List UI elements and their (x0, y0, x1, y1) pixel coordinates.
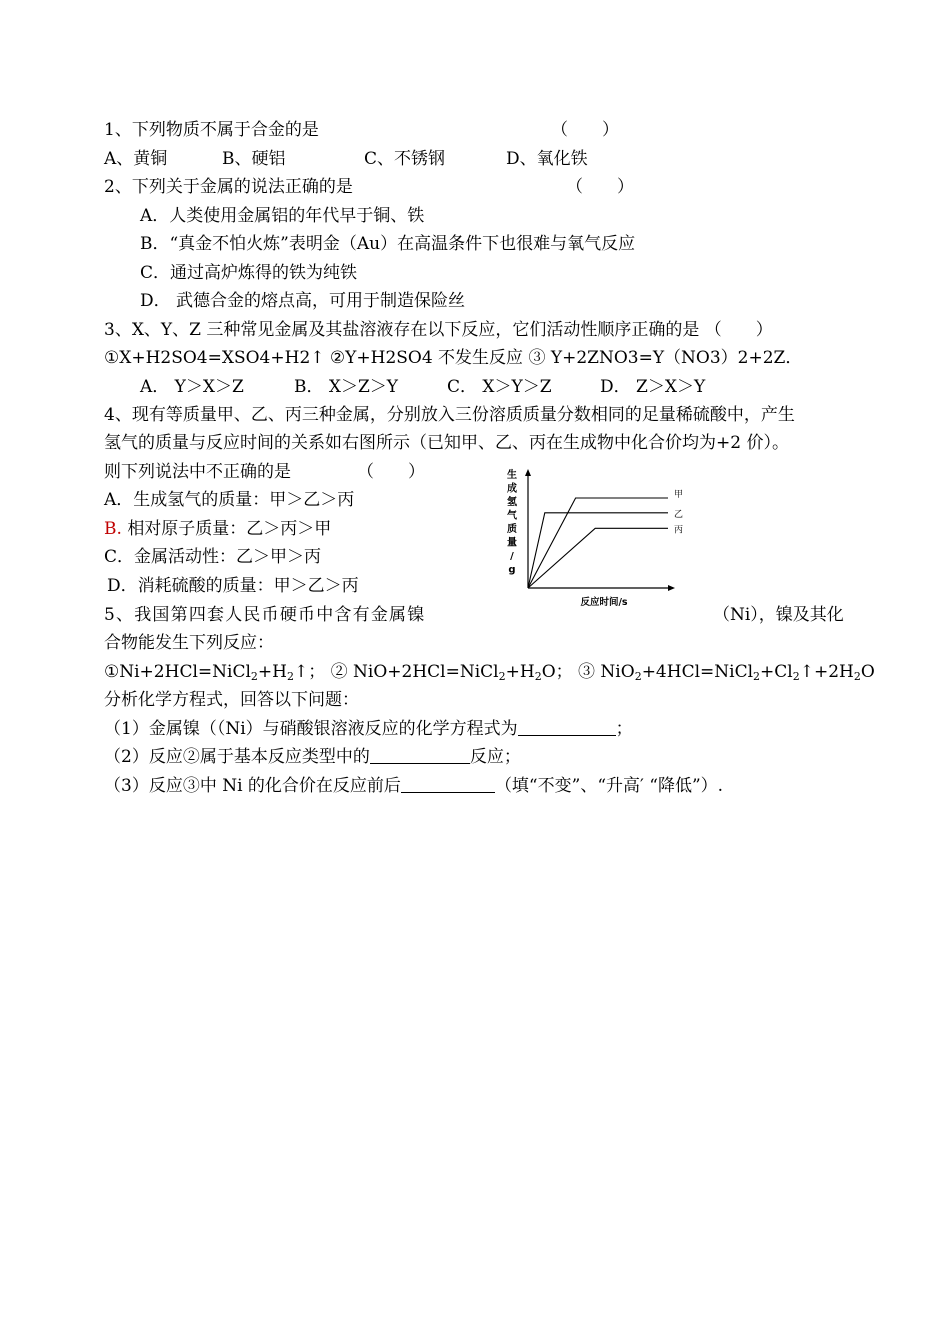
q1-option-d: D、氧化铁 (506, 149, 588, 169)
q5-sub3-end: （填“不变”、“升高′ “降低”）. (494, 776, 724, 796)
q2-option-c: C．通过高炉炼得的铁为纯铁 (140, 263, 358, 283)
q5-line1-left: 5、我国第四套人民币硬币中含有金属镍 (104, 605, 426, 625)
chart-y-label-char: 气 (507, 510, 517, 522)
chart-y-axis-label (507, 468, 518, 576)
q3-reactions: ①X+H2SO4=XSO4+H2↑ ②Y+H2SO4 不发生反应 ③ Y+2ZNO3=Y（NO3）2+2Z． (104, 348, 803, 368)
q5-eq3-part: ③ NiO (578, 662, 635, 682)
chart-y-label-char: g (508, 564, 516, 576)
q1-option-c: C、不锈钢 (364, 149, 446, 169)
q5-line2: 合物能发生下列反应： (104, 633, 274, 653)
q5-analysis: 分析化学方程式，回答以下问题： (104, 690, 359, 710)
q5-sub3 (104, 775, 723, 797)
chart-series-label-2: 乙 (674, 509, 684, 520)
q4-option-b-text: 相对原子质量：乙＞丙＞甲 (127, 519, 332, 539)
q5-sub1 (104, 718, 633, 740)
q1-answer-paren: （ ） (551, 120, 619, 140)
q4-option-a: A．生成氢气的质量：甲＞乙＞丙 (104, 490, 355, 510)
q5-sub1-text: （1）金属镍（（Ni）与硝酸银溶液反应的化学方程式为 (104, 719, 518, 739)
q5-eq2-sub: 2 (534, 670, 542, 683)
q5-eq3-part: O (860, 662, 875, 682)
q2-option-d: D． 武德合金的熔点高，可用于制造保险丝 (140, 291, 466, 311)
chart-y-axis-arrow (525, 469, 531, 476)
q4-stem-line3: 则下列说法中不正确的是 (104, 462, 291, 482)
q1-option-a: A、黄铜 (104, 149, 168, 169)
chart-y-label-char: / (510, 551, 514, 562)
q5-sub1-end: ； (615, 719, 633, 739)
chart-series-label-3: 丙 (674, 525, 684, 536)
chart-y-label-char: 质 (507, 524, 517, 535)
q5-eq3-sub: 2 (634, 670, 642, 683)
q2-answer-paren: （ ） (566, 177, 634, 197)
chart-series-line-1 (528, 498, 668, 588)
q5-sub2-end: 反应； (469, 747, 521, 767)
chart-y-label-char: 成 (507, 483, 517, 495)
q5-eq3 (578, 662, 875, 682)
q4-option-b (104, 518, 331, 540)
q5-eq3-part: +Cl (760, 662, 793, 682)
q5-sub3-blank[interactable] (401, 776, 495, 793)
q5-eq3-sub: 2 (853, 670, 861, 683)
q5-eq3-part: +4HCl=NiCl (641, 662, 754, 682)
chart-series-label-1: 甲 (674, 490, 684, 500)
q2-option-b: B．“真金不怕火炼”表明金（Au）在高温条件下也很难与氧气反应 (140, 234, 636, 254)
q5-eq2-part: O； (541, 662, 573, 682)
q3-option-c: C． X＞Y＞Z (447, 377, 552, 397)
q2-stem: 2、下列关于金属的说法正确的是 (104, 177, 353, 197)
chart-series-line-2 (528, 513, 668, 588)
q3-option-b: B． X＞Z＞Y (294, 377, 399, 397)
q5-line1-right: （Ni），镍及其化 (713, 605, 844, 625)
q5-sub2-text: （2）反应②属于基本反应类型中的 (104, 747, 370, 767)
q4-option-b-letter: B. (104, 519, 122, 539)
q5-eq1-part: +H (257, 662, 287, 682)
q5-eq3-sub: 2 (753, 670, 761, 683)
q5-equations (104, 661, 875, 683)
q5-eq3-part: ↑+2H (799, 662, 854, 682)
q1-option-b: B、硬铝 (222, 149, 286, 169)
q5-eq3-sub: 2 (792, 670, 800, 683)
q5-eq1-sub: 2 (286, 670, 294, 683)
chart-x-axis-label: 反应时间/s (580, 597, 628, 608)
q3-stem: 3、X、Y、Z 三种常见金属及其盐溶液存在以下反应，它们活动性顺序正确的是 （ ） (104, 320, 773, 340)
hydrogen-mass-vs-time-chart (492, 462, 692, 612)
q5-sub3-text: （3）反应③中 Ni 的化合价在反应前后 (104, 776, 401, 796)
q5-eq1 (104, 662, 325, 682)
q5-sub2-blank[interactable] (370, 747, 470, 764)
chart-y-label-char: 氢 (507, 497, 517, 508)
q3-option-a: A． Y＞X＞Z (140, 377, 244, 397)
q1-stem (104, 119, 319, 141)
q4-option-c: C．金属活动性：乙＞甲＞丙 (104, 547, 322, 567)
q5-eq1-part: ①Ni+2HCl=NiCl (104, 662, 251, 682)
q4-stem-line2: 氢气的质量与反应时间的关系如右图所示（已知甲、乙、丙在生成物中化合价均为+2 价）。 (104, 433, 789, 453)
q5-eq2 (331, 662, 573, 682)
q5-eq1-sub: 2 (250, 670, 258, 683)
q1-stem-text: 1、下列物质不属于合金的是 (104, 120, 319, 140)
chart-y-label-char: 量 (507, 537, 517, 549)
q2-option-a: A．人类使用金属铝的年代早于铜、铁 (140, 206, 425, 226)
q4-stem-line1: 4、现有等质量甲、乙、丙三种金属，分别放入三份溶质质量分数相同的足量稀硫酸中，产生 (104, 405, 795, 425)
q4-option-d: D．消耗硫酸的质量：甲＞乙＞丙 (107, 576, 359, 596)
q5-eq2-part: ② NiO+2HCl=NiCl (330, 662, 499, 682)
q4-answer-paren: （ ） (357, 462, 425, 482)
q5-sub1-blank[interactable] (518, 719, 616, 736)
q5-eq1-part: ↑； (293, 662, 326, 682)
chart-y-label-char: 生 (507, 470, 517, 481)
q3-option-d: D． Z＞X＞Y (600, 377, 706, 397)
q5-eq2-sub: 2 (498, 670, 506, 683)
q5-sub2 (104, 746, 521, 768)
chart-x-axis-arrow (668, 585, 675, 591)
chart-series-line-3 (528, 528, 668, 588)
q5-eq2-part: +H (505, 662, 535, 682)
